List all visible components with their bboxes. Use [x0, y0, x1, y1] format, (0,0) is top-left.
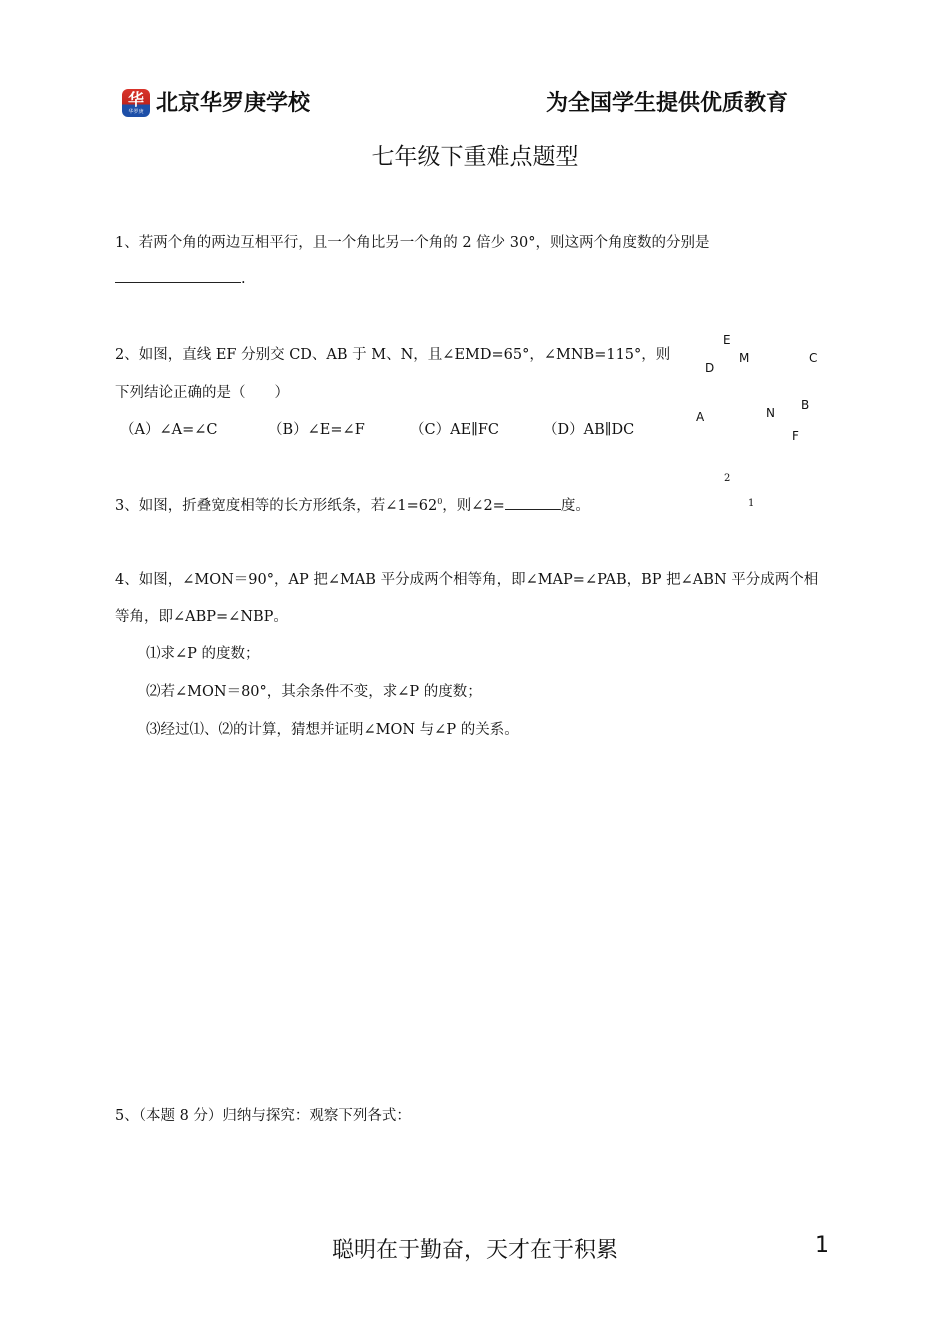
- figure-label-n: N: [766, 406, 775, 420]
- footer-motto: 聪明在于勤奋，天才在于积累: [331, 1238, 618, 1263]
- q3-text-after: 度。: [560, 498, 590, 514]
- figure-label-angle-2: 2: [724, 473, 731, 484]
- question-2-option-a: （A）∠A=∠C: [120, 422, 218, 438]
- logo-subtext: 华罗庚: [128, 109, 144, 115]
- page-number: 1: [815, 1233, 829, 1258]
- question-4-sub-1: ⑴求∠P 的度数；: [146, 646, 260, 662]
- question-1-answer-line: [115, 268, 246, 287]
- figure-label-b: B: [801, 398, 810, 412]
- q1-period: .: [241, 271, 246, 287]
- logo-mark: 华: [127, 90, 144, 109]
- figure-label-c: C: [809, 351, 818, 365]
- question-4-sub-2: ⑵若∠MON＝80°，其余条件不变，求∠P 的度数；: [146, 684, 482, 700]
- school-logo-icon: [122, 89, 150, 117]
- question-2-option-c: （C）AE∥FC: [410, 422, 500, 438]
- question-2-option-b: （B）∠E=∠F: [268, 422, 365, 438]
- q3-text-mid: ，则∠2=: [442, 498, 505, 514]
- figure-label-d: D: [705, 361, 715, 375]
- question-3-text: [115, 494, 590, 515]
- school-name: 北京华罗庚学校: [156, 91, 311, 116]
- question-2-line-1: 2、如图，直线 EF 分别交 CD、AB 于 M、N，且∠EMD=65°，∠MNB=115°，则: [115, 347, 671, 363]
- figure-label-e: E: [723, 333, 731, 347]
- figure-label-f: F: [792, 429, 799, 443]
- question-4-line-2: 等角，即∠ABP=∠NBP。: [115, 609, 288, 625]
- question-4-sub-3: ⑶经过⑴、⑵的计算，猜想并证明∠MON 与∠P 的关系。: [146, 722, 519, 738]
- question-5-text: 5、（本题 8 分）归纳与探究：观察下列各式：: [115, 1108, 411, 1124]
- page-title: 七年级下重难点题型: [371, 144, 579, 170]
- question-1-text: 1、若两个角的两边互相平行，且一个角比另一个角的 2 倍少 30°，则这两个角度数的分别是: [115, 235, 710, 251]
- q3-text-before: 3、如图，折叠宽度相等的长方形纸条，若∠1=62: [115, 498, 438, 514]
- header-slogan: 为全国学生提供优质教育: [546, 91, 789, 116]
- answer-blank: [115, 268, 241, 283]
- figure-label-m: M: [739, 351, 750, 365]
- figure-label-angle-1: 1: [748, 498, 755, 509]
- question-4-line-1: 4、如图，∠MON＝90°，AP 把∠MAB 平分成两个相等角，即∠MAP=∠PAB，BP 把∠ABN 平分成两个相: [115, 572, 819, 588]
- answer-blank: [505, 495, 561, 510]
- q3-degree-mark: 0: [437, 497, 443, 507]
- question-2-option-d: （D）AB∥DC: [543, 422, 635, 438]
- figure-label-a: A: [696, 410, 705, 424]
- question-2-line-2: 下列结论正确的是（ ）: [115, 385, 289, 401]
